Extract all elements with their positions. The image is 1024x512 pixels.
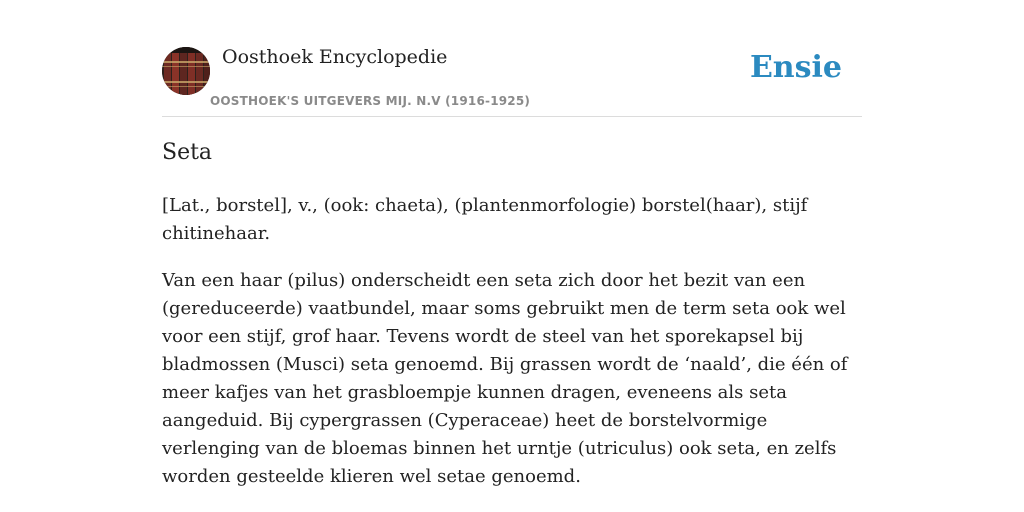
entry-paragraph: Van een haar (pilus) onderscheidt een seta zich door het bezit van een (gereduceerde) vaatbundel, maar soms gebruikt men de term seta ook wel voor een stijf, grof haar. Tevens wordt de steel van het sporekapsel bij bladmossen (Musci) seta genoemd. Bij grassen wordt de ‘naald’, die één of meer kafjes van het grasbloempje kunnen dragen, eveneens als seta aangeduid. Bij cypergrassen (Cyperaceae) heet de borstelvormige verlenging van de bloemas binnen het urntje (utriculus) ook seta, en zelfs worden gesteelde klieren wel setae genoemd. <box>162 270 848 487</box>
book-spines-icon <box>162 47 210 95</box>
ensie-logo[interactable]: Ensie <box>749 50 842 85</box>
publisher-label: OOSTHOEK'S UITGEVERS MIJ. N.V (1916-1925) <box>210 94 531 108</box>
source-avatar[interactable] <box>162 47 210 95</box>
source-name[interactable]: Oosthoek Encyclopedie <box>222 46 448 68</box>
entry-title: Seta <box>162 140 213 165</box>
header <box>162 46 862 117</box>
entry-content <box>162 192 862 510</box>
entry-paragraph: [Lat., borstel], v., (ook: chaeta), (plantenmorfologie) borstel(haar), stijf chitinehaar. <box>162 195 808 244</box>
